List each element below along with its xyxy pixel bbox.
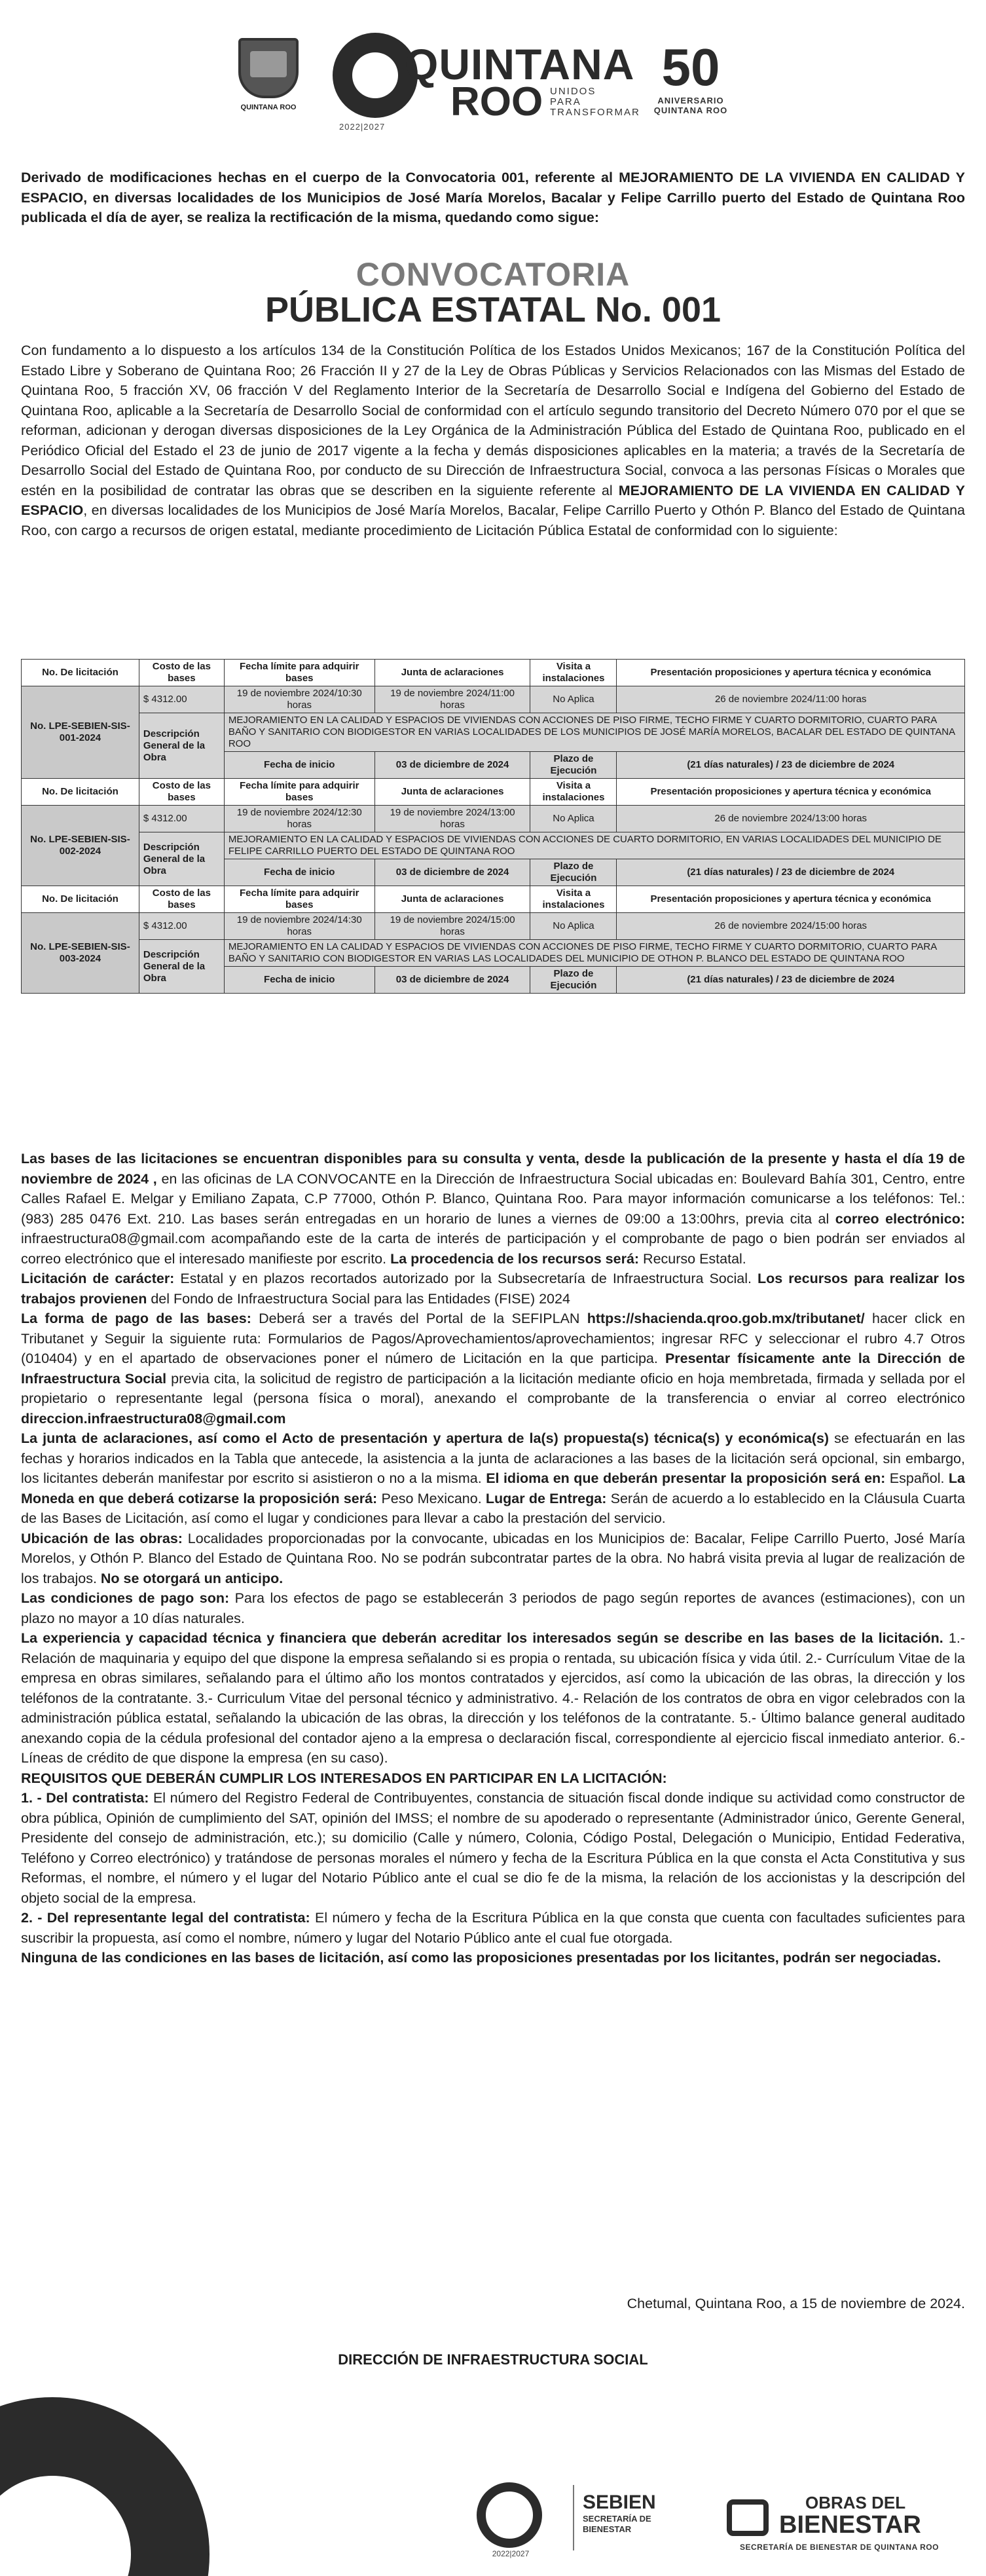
header-fecha-limite: Fecha límite para adquirir bases [224,660,374,686]
presentacion-value: 26 de noviembre 2024/15:00 horas [617,913,965,940]
descripcion-value: MEJORAMIENTO EN LA CALIDAD Y ESPACIOS DE VIVIENDAS CON ACCIONES DE CUARTO DORMITORIO, EN VARIAS LOCALIDADES DEL MUNICIPIO DE FELIPE CARRILLO PUERTO DEL ESTADO DE QUINTANA ROO [224,832,964,859]
experiencia-text: 1.- Relación de maquinaria y equipo del que dispone la empresa señalando si es propia o rentada, su ubicación física y vida útil. 2.- Currículum Vitae de la empresa en obras similares, señalando para el último año los montos contratados y ejercidos, así como la ubicación de las obras, la dirección y los teléfonos de la contratante. 3.- Curriculum Vitae del personal técnico y administrativo. 4.- Relación de los contratos de obra en vigor celebrados con la administración pública estatal, señalando la ubicación de las obras, la dirección y los teléfonos de la contratante. 5.- Último balance general auditado anexando copia de la cédula profesional del contador ajeno a la empresa o declaración fiscal, correspondiente al ejercicio fiscal inmediato anterior. 6.- Líneas de crédito de que dispone la empresa (en su caso). [21,1630,965,1766]
table-header-row [22,660,965,686]
fecha-inicio-value: 03 de diciembre de 2024 [374,967,530,994]
table-row [22,686,965,713]
brand-slogan: UNIDOS PARA TRANSFORMAR [550,86,640,118]
contratista-text: El número del Registro Federal de Contribuyentes, constancia de situación fiscal donde indique su actividad como constructor de obra pública, Opinión de cumplimiento del SAT, opinión del IMSS; el nombre de su apoderado o representante (Administrador único, Gerente General, Presidente del consejo de administración, etc.); su domicilio (Calle y número, Colonia, Código Postal, Delegación o Municipio, Entidad Federativa, Teléfono y Correo electrónico) y tratándose de personas morales el número y fecha de la Escritura Pública en la que consta el Acta Constitutiva y sus Reformas, el nombre, el número y el lugar del Notario Público ante el cual se dio fe de la misma, la relación de los accionistas y la descripción del objeto social de la empresa. [21,1790,965,1906]
pago-text-b: hacer click en Tributanet y Seguir la siguiente ruta: Formularios de Pagos/Aprovechamientos/aprovechamientos; ingresar RFC y seleccionar el rubro 4.7 Otros (010404) y en el apartado de observaciones poner el número de Licitación en la que participa. [21,1311,965,1366]
table-row [22,713,965,752]
costo-value: $ 4312.00 [139,913,224,940]
preamble-bold: MEJORAMIENTO DE LA VIVIENDA EN CALIDAD Y ESPACIO [21,482,965,518]
seal-label: QUINTANA ROO [240,103,297,111]
costo-value: $ 4312.00 [139,806,224,832]
experiencia-label: La experiencia y capacidad técnica y financiera que deberán acreditar los interesados según se describe en las bases de la licitación. [21,1630,943,1646]
header-licitacion: No. De licitación [22,779,139,806]
fecha-inicio-value: 03 de diciembre de 2024 [374,859,530,886]
contratista-paragraph [21,1788,965,1908]
lugar-value: Serán de acuerdo a lo establecido en la Cláusula Cuarta de las Bases de Licitación, así como el lugar y condiciones para llevar a cabo la prestación del servicio. [21,1490,965,1526]
descripcion-label: Descripción General de la Obra [139,713,224,779]
logo-years: 2022|2027 [492,2549,530,2558]
preamble-paragraph [21,341,965,540]
fecha-limite-value: 19 de noviembre 2024/12:30 horas [224,806,374,832]
visita-value: No Aplica [530,806,617,832]
fecha-inicio-label: Fecha de inicio [224,752,374,779]
visita-value: No Aplica [530,913,617,940]
document-subtitle: PÚBLICA ESTATAL No. 001 [265,290,721,329]
header-junta: Junta de aclaraciones [374,779,530,806]
document-title: CONVOCATORIA [356,256,630,293]
header-costo: Costo de las bases [139,779,224,806]
caracter-paragraph [21,1269,965,1309]
junta-text: se efectuarán en las fechas y horarios indicados en la Tabla que antecede, la asistencia a la junta de aclaraciones a las bases de la licitación será opcional, sin embargo, los licitantes deberán manifestar por escrito si asistieron o no a la misma. [21,1430,965,1486]
qroo-small-logo [465,2482,557,2558]
plazo-value: (21 días naturales) / 23 de diciembre de 2024 [617,859,965,886]
anniversary-logo [638,39,743,115]
decorative-q-icon [0,2397,216,2576]
pago-text: Deberá ser a través del Portal de la SEFIPLAN [251,1311,587,1326]
descripcion-label: Descripción General de la Obra [139,832,224,886]
footer-logos [465,2482,962,2561]
header-presentacion: Presentación proposiciones y apertura técnica y económica [617,779,965,806]
q-ring-icon [477,2482,542,2548]
costo-value: $ 4312.00 [139,686,224,713]
intro-paragraph: Derivado de modificaciones hechas en el cuerpo de la Convocatoria 001, referente al MEJORAMIENTO DE LA VIVIENDA EN CALIDAD Y ESPACIO, en diversas localidades de los Municipios de José María Morelos, Bacalar y Felipe Carrillo puerto del Estado de Quintana Roo publicada el día de ayer, se realiza la rectificación de la misma, quedando como sigue: [21,170,965,225]
caracter-value: Estatal y en plazos recortados autorizado por la Subsecretaría de Infraestructura Social. [174,1271,758,1286]
header-visita: Visita a instalaciones [530,886,617,913]
header-costo: Costo de las bases [139,660,224,686]
plazo-label: Plazo de Ejecución [530,859,617,886]
sebien-logo [583,2492,661,2535]
requisitos-heading: REQUISITOS QUE DEBERÁN CUMPLIR LOS INTERESADOS EN PARTICIPAR EN LA LICITACIÓN: [21,1770,667,1786]
bases-text: en las oficinas de LA CONVOCANTE en la Dirección de Infraestructura Social ubicadas en: Boulevard Bahía 301, Centro, entre Calles Rafael E. Melgar y Emiliano Zapata, C.P 77000, Othón P. Blanco, Quintana Roo. Para mayor información comunicarse a los teléfonos: Tel.: (983) 285 0476 Ext. 210. Las bases serán entregadas en un horario de lunes a viernes de 09:00 a 13:00hrs, previa cita al [21,1170,965,1227]
plazo-label: Plazo de Ejecución [530,967,617,994]
brand-years: 2022|2027 [339,122,386,132]
header-visita: Visita a instalaciones [530,660,617,686]
fecha-limite-value: 19 de noviembre 2024/14:30 horas [224,913,374,940]
sebien-sub: SECRETARÍA DE BIENESTAR [583,2514,651,2534]
presentacion-value: 26 de noviembre 2024/11:00 horas [617,686,965,713]
table-header-row [22,779,965,806]
idioma-value: Español. [885,1470,949,1486]
sefiplan-link[interactable]: https://shacienda.qroo.gob.mx/tributanet/ [587,1311,865,1326]
pago-label: La forma de pago de las bases: [21,1311,251,1326]
bases-paragraph [21,1149,965,1269]
header-presentacion: Presentación proposiciones y apertura técnica y económica [617,886,965,913]
pago-bases-paragraph [21,1309,965,1428]
procedencia-value: Recurso Estatal. [639,1250,746,1267]
licitacion-id: No. LPE-SEBIEN-SIS-001-2024 [22,686,139,779]
condiciones-text: Para los efectos de pago se establecerán 3 periodos de pago según reportes de avances (estimaciones), con un plazo no mayor a 10 días naturales. [21,1590,965,1626]
junta-value: 19 de noviembre 2024/13:00 horas [374,806,530,832]
junta-value: 19 de noviembre 2024/11:00 horas [374,686,530,713]
table-header-row [22,886,965,913]
header-junta: Junta de aclaraciones [374,886,530,913]
quintana-roo-logo [333,33,640,132]
plazo-label: Plazo de Ejecución [530,752,617,779]
representante-paragraph [21,1908,965,1948]
ubicacion-label: Ubicación de las obras: [21,1530,183,1546]
procedencia-label: La procedencia de los recursos será: [390,1250,640,1267]
idioma-label: El idioma en que deberán presentar la proposición será en: [486,1470,886,1486]
bases-text-b: infraestructura08@gmail.com acompañando este de la carta de interés de participación y el comprobante de pago o bien podrán ser enviados al correo electrónico que el interesado manifieste por escrito. [21,1231,965,1267]
logo-divider [573,2485,574,2550]
obras-sub: SECRETARÍA DE BIENESTAR DE QUINTANA ROO [740,2543,939,2552]
anniversary-number: 50 [661,38,720,96]
fecha-limite-value: 19 de noviembre 2024/10:30 horas [224,686,374,713]
experiencia-paragraph [21,1628,965,1768]
condiciones-label: Las condiciones de pago son: [21,1590,230,1606]
junta-paragraph [21,1428,965,1529]
table-row [22,832,965,859]
anniversary-label: ANIVERSARIO QUINTANA ROO [653,96,728,115]
header-junta: Junta de aclaraciones [374,660,530,686]
pago-text-c: previa cita, la solicitud de registro de participación a la licitación mediante oficio en hoja membretada, firmada y sellada por el propietario o representante legal (persona física o moral), anexando el comprobante de la transferencia o enviar al correo electrónico [21,1370,966,1406]
header-licitacion: No. De licitación [22,886,139,913]
header-visita: Visita a instalaciones [530,779,617,806]
presentacion-value: 26 de noviembre 2024/13:00 horas [617,806,965,832]
preamble-text-a: Con fundamento a lo dispuesto a los artículos 134 de la Constitución Política de los Estados Unidos Mexicanos; 167 de la Constitución Política del Estado Libre y Soberano de Quintana Roo; 26 Fracción II y 27 de la Ley de Obras Públicas y Servicios Relacionados con las Mismas del Estado de Quintana Roo, 5 fracción XV, 06 fracción V del Reglamento Interior de la Secretaría de Desarrollo Social e Indígena del Gobierno del Estado de Quintana Roo, aplicable a la Secretaría de Desarrollo Social de conformidad con el artículo segundo transitorio del Decreto Número 070 por el que se reforman, adicionan y derogan diversas disposiciones de la Ley Orgánica de la Administración Pública del Estado de Quintana Roo, publicado en el Periódico Oficial del Estado el 23 de junio de 2017 vigente a la fecha y demás disposiciones aplicables en la materia; a través de la Secretaría de Desarrollo Social del Estado de Quintana Roo, por conducto de su Dirección de Infraestructura Social, convoca a las personas Físicas o Morales que estén en la posibilidad de contratar las obras que se describen en la siguiente referente al [21,343,965,498]
signer: DIRECCIÓN DE INFRAESTRUCTURA SOCIAL [338,2351,648,2368]
shield-icon [238,38,299,98]
ubicacion-paragraph [21,1529,965,1589]
table-row [22,913,965,940]
anticipo-note: No se otorgará un anticipo. [100,1570,283,1586]
header-fecha-limite: Fecha límite para adquirir bases [224,779,374,806]
house-icon [727,2499,769,2536]
caracter-label: Licitación de carácter: [21,1271,175,1286]
representante-text: El número y fecha de la Escritura Pública en la que consta que cuenta con facultades suficientes para suscribir la propuesta, así como el nombre, número y lugar del Notario Público ante el cual fue otorgada. [21,1910,966,1946]
bases-bold: Las bases de las licitaciones se encuentran disponibles para su consulta y venta, desde la publicación de la presente y hasta el día 19 de noviembre de 2024 , [21,1151,965,1187]
plazo-value: (21 días naturales) / 23 de diciembre de 2024 [617,967,965,994]
header-logos [0,26,986,138]
negociacion-note: Ninguna de las condiciones en las bases de licitación, así como las proposiciones presentadas por los licitantes, podrán ser negociadas. [21,1950,941,1966]
place-date: Chetumal, Quintana Roo, a 15 de noviembre de 2024. [627,2296,965,2311]
licitaciones-table [21,659,965,994]
condiciones-pago-paragraph [21,1588,965,1628]
junta-value: 19 de noviembre 2024/15:00 horas [374,913,530,940]
header-fecha-limite: Fecha límite para adquirir bases [224,886,374,913]
fecha-inicio-label: Fecha de inicio [224,859,374,886]
header-costo: Costo de las bases [139,886,224,913]
email-label: correo electrónico: [835,1210,965,1227]
header-presentacion: Presentación proposiciones y apertura técnica y económica [617,660,965,686]
descripcion-label: Descripción General de la Obra [139,940,224,994]
preamble-text-b: , en diversas localidades de los Municipios de José María Morelos, Bacalar, Felipe Carrillo Puerto y Othón P. Blanco del Estado de Quintana Roo, con cargo a recursos de origen estatal, mediante procedimiento de Licitación Pública Estatal de conformidad con lo siguiente: [21,502,965,538]
recursos-value: del Fondo de Infraestructura Social para las Entidades (FISE) 2024 [147,1290,570,1307]
header-licitacion: No. De licitación [22,660,139,686]
representante-label: 2. - Del representante legal del contratista: [21,1910,310,1926]
moneda-label: La Moneda en que deberá cotizarse la proposición será: [21,1470,966,1506]
brand-name: QUINTANA [405,40,635,88]
table-row [22,806,965,832]
junta-label: La junta de aclaraciones, así como el Acto de presentación y apertura de la(s) propuesta(s) técnica(s) y económica(s) [21,1430,830,1446]
descripcion-value: MEJORAMIENTO EN LA CALIDAD Y ESPACIOS DE VIVIENDAS CON ACCIONES DE PISO FIRME, TECHO FIRME Y CUARTO DORMITORIO, CUARTO PARA BAÑO Y SANITARIO CON BIODIGESTOR EN VARIAS LOCALIDADES DE LOS MUNICIPIOS DE JOSÉ MARÍA MORELOS, BACALAR DEL ESTADO DE QUINTANA ROO [224,713,964,752]
descripcion-value: MEJORAMIENTO EN LA CALIDAD Y ESPACIOS DE VIVIENDAS CON ACCIONES DE PISO FIRME, TECHO FIRME Y CUARTO DORMITORIO, CUARTO PARA BAÑO Y SANITARIO CON BIODIGESTOR EN VARIAS LAS LOCALIDADES DEL MUNICIPIO DE OTHON P. BLANCO DEL ESTADO DE QUINTANA ROO [224,940,964,967]
visita-value: No Aplica [530,686,617,713]
body-text [21,1149,965,1968]
obras-main: BIENESTAR [779,2511,921,2539]
presentar-label: Presentar físicamente ante la Dirección de Infraestructura Social [21,1351,965,1387]
direccion-email-link[interactable]: direccion.infraestructura08@gmail.com [21,1410,286,1427]
brand-roo: ROO [450,79,543,124]
fecha-inicio-value: 03 de diciembre de 2024 [374,752,530,779]
ubicacion-text: Localidades proporcionadas por la convocante, ubicadas en los Municipios de: Bacalar, Felipe Carrillo Puerto, José María Morelos, y Othón P. Blanco del Estado de Quintana Roo. No se podrán subcontratar partes de la obra. No habrá visita previa al lugar de realización de los trabajos. [21,1530,965,1586]
moneda-value: Peso Mexicano. [377,1490,486,1506]
fecha-inicio-label: Fecha de inicio [224,967,374,994]
state-seal [236,38,301,111]
licitacion-id: No. LPE-SEBIEN-SIS-003-2024 [22,913,139,994]
lugar-label: Lugar de Entrega: [485,1490,607,1506]
contratista-label: 1. - Del contratista: [21,1790,149,1806]
licitacion-id: No. LPE-SEBIEN-SIS-002-2024 [22,806,139,886]
obras-top: OBRAS DEL [805,2493,906,2512]
recursos-label: Los recursos para realizar los trabajos provienen [21,1271,965,1307]
plazo-value: (21 días naturales) / 23 de diciembre de 2024 [617,752,965,779]
sebien-name: SEBIEN [583,2492,656,2513]
table-row [22,940,965,967]
